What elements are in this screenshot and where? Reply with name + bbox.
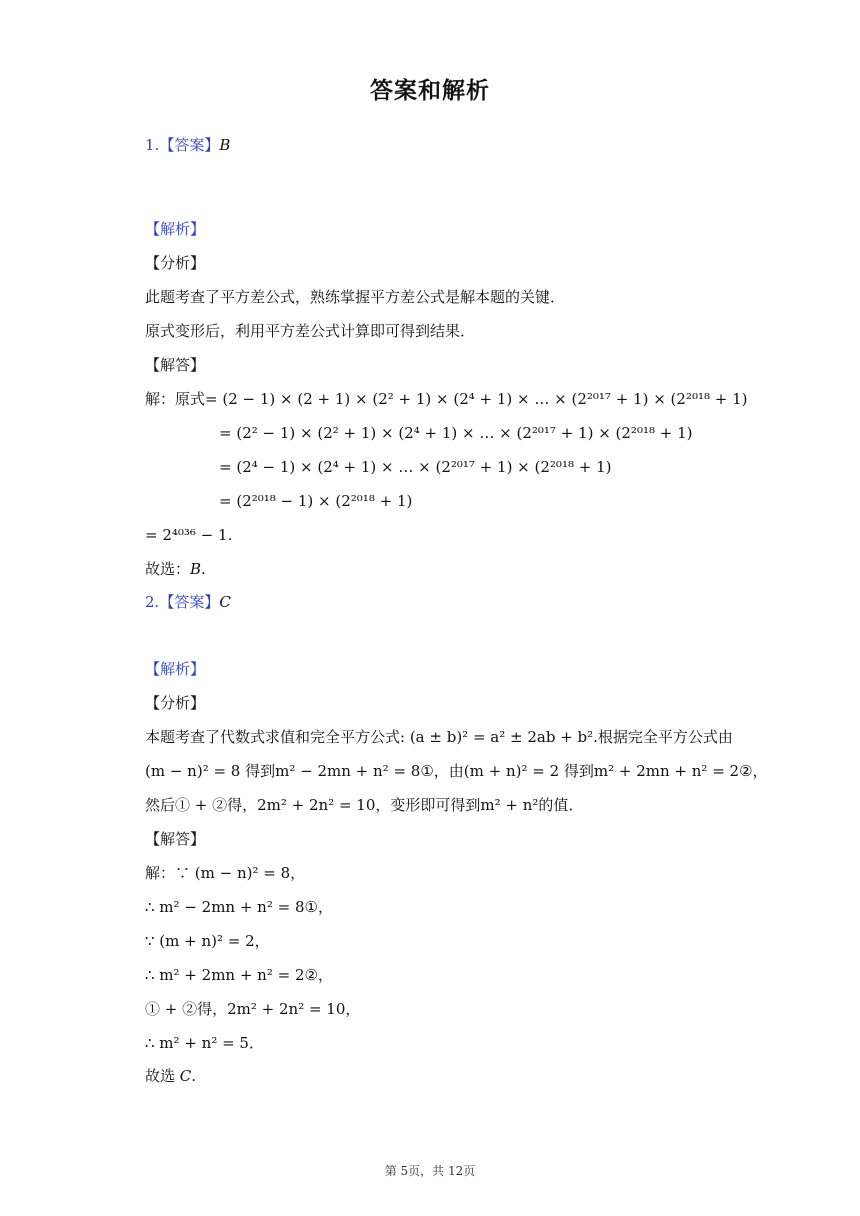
q2-fenxi-text-1: 本题考查了代数式求值和完全平方公式: (a ± b)² = a² ± 2ab + b².根据完全平方公式由	[145, 728, 733, 746]
q1-choose-end: .	[201, 560, 206, 578]
q2-fenxi-text-3: 然后① + ②得，2m² + 2n² = 10，变形即可得到m² + n²的值．	[145, 796, 584, 814]
q2-choose-line	[145, 1066, 196, 1086]
q1-equation-0: = (2 − 1) × (2 + 1) × (2² + 1) × (2⁴ + 1) × … × (2²⁰¹⁷ + 1) × (2²⁰¹⁸ + 1)	[205, 390, 748, 408]
q1-fenxi-tag: 【分析】	[145, 254, 206, 272]
q2-choose-letter: C	[179, 1067, 192, 1085]
q2-answer-tag: 【答案】	[159, 593, 220, 611]
q2-choose-text: 故选	[145, 1067, 180, 1085]
q2-number: 2.	[145, 593, 160, 611]
q1-choose-line	[145, 559, 206, 579]
q1-number: 1.	[145, 136, 160, 154]
q1-answer-tag: 【答案】	[159, 136, 220, 154]
page-footer: 第 5页，共 12页	[384, 1164, 476, 1178]
q2-answer-letter: C	[219, 593, 231, 611]
q2-step-3: ∵ (m + n)² = 2，	[145, 932, 270, 950]
q1-jieda-tag: 【解答】	[145, 356, 206, 374]
q1-answer-letter: B	[219, 136, 231, 154]
q2-choose-end: .	[191, 1067, 197, 1085]
q2-fenxi-tag: 【分析】	[145, 694, 206, 712]
q1-fenxi-text-1: 此题考查了平方差公式，熟练掌握平方差公式是解本题的关键．	[145, 288, 566, 306]
q1-equation-4: = 2⁴⁰³⁶ − 1.	[145, 526, 233, 544]
q2-answer-header	[145, 592, 231, 612]
q1-equation-3: = (2²⁰¹⁸ − 1) × (2²⁰¹⁸ + 1)	[219, 492, 413, 510]
q1-choose-letter: B	[190, 560, 202, 578]
q2-step-2: ∴ m² − 2mn + n² = 8①，	[145, 898, 333, 916]
q2-step-6: ∴ m² + n² = 5．	[145, 1034, 264, 1052]
q2-fenxi-text-2: (m − n)² = 8 得到m² − 2mn + n² = 8①，由(m + n)² = 2 得到m² + 2mn + n² = 2②，	[145, 762, 768, 780]
q1-equation-1: = (2² − 1) × (2² + 1) × (2⁴ + 1) × … × (2²⁰¹⁷ + 1) × (2²⁰¹⁸ + 1)	[219, 424, 693, 442]
q2-step-4: ∴ m² + 2mn + n² = 2②，	[145, 966, 333, 984]
q1-jiexi-tag: 【解析】	[145, 220, 206, 238]
q1-solve-prefix: 解：原式	[145, 390, 206, 408]
q2-step-1: 解：∵ (m − n)² = 8，	[145, 864, 306, 882]
q1-solution-line-0	[145, 389, 747, 409]
q1-answer-header	[145, 135, 230, 155]
q2-jieda-tag: 【解答】	[145, 830, 206, 848]
q2-jiexi-tag: 【解析】	[145, 660, 206, 678]
q1-fenxi-text-2: 原式变形后，利用平方差公式计算即可得到结果．	[145, 322, 476, 340]
page-title: 答案和解析	[370, 78, 490, 104]
q2-step-5: ① + ②得，2m² + 2n² = 10，	[145, 1000, 361, 1018]
q1-equation-2: = (2⁴ − 1) × (2⁴ + 1) × … × (2²⁰¹⁷ + 1) × (2²⁰¹⁸ + 1)	[219, 458, 612, 476]
q1-choose-text: 故选：	[145, 560, 191, 578]
